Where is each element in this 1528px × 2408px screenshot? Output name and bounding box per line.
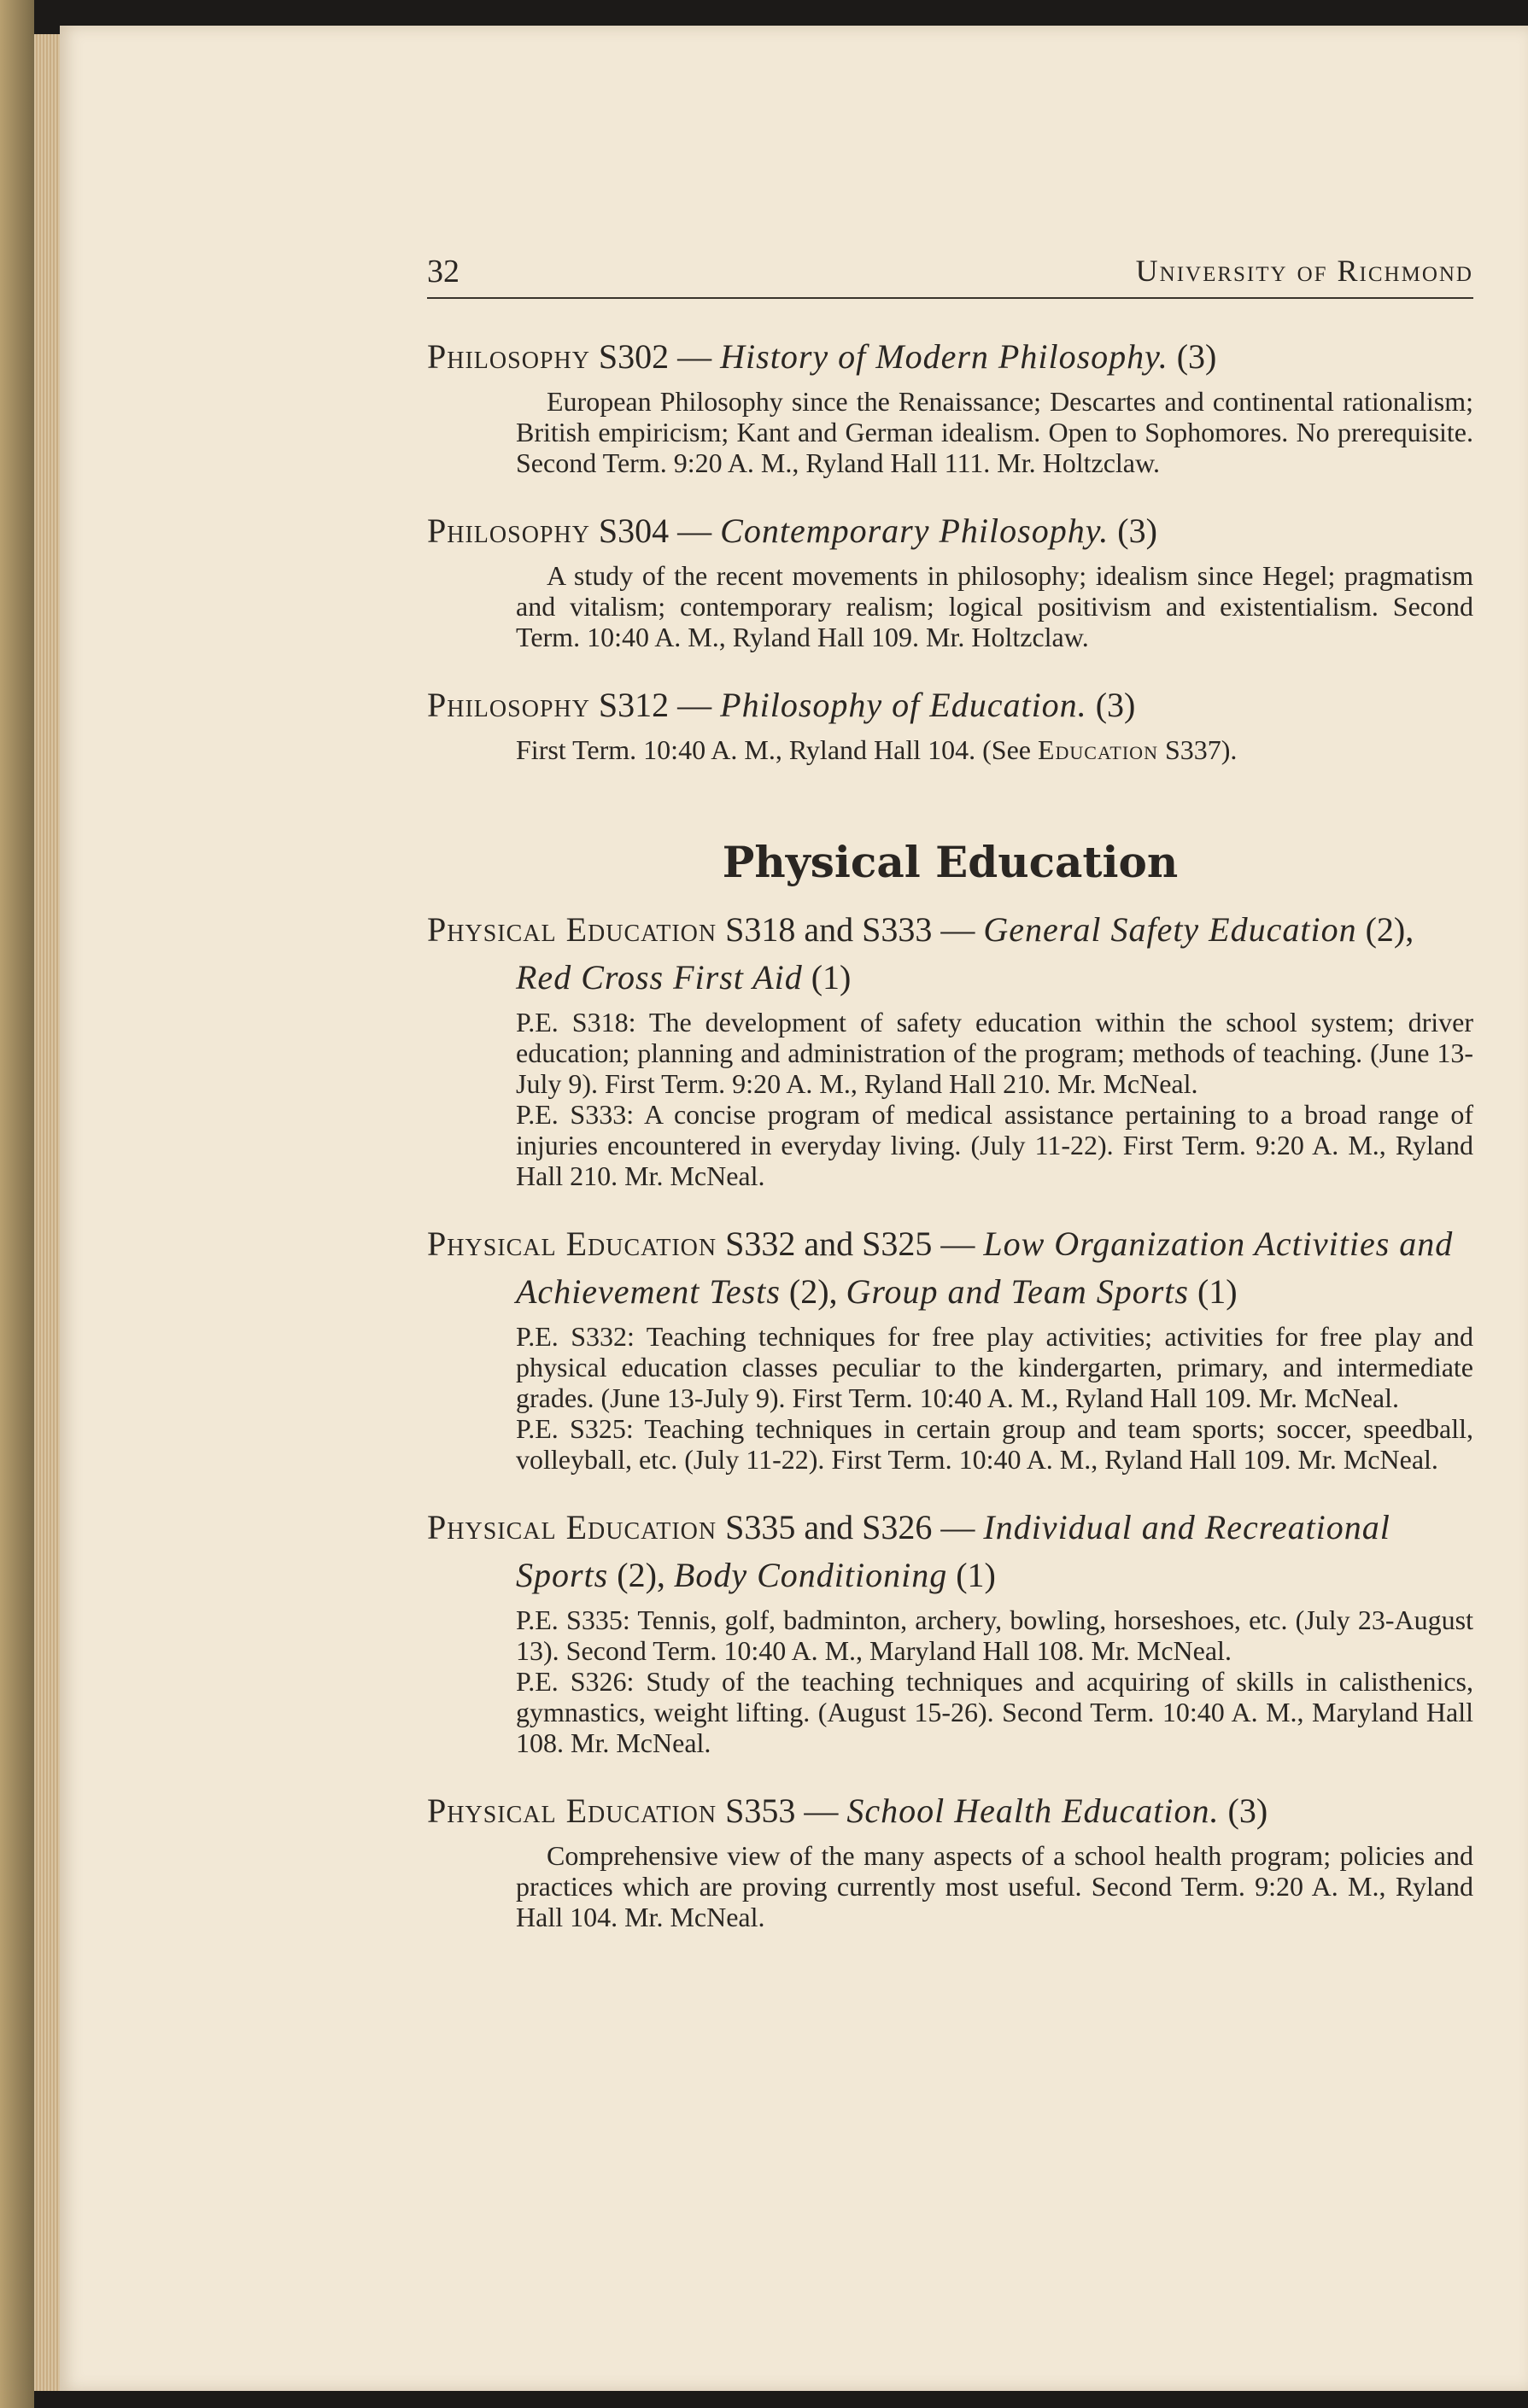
description-paragraph: P.E. S333: A concise program of medical assistance pertaining to a broad range of injuries encountered in everyday living. (July 11-22). First Term. 9:20 A. M., Ryland Hall 210. Mr. McNeal. [516, 1099, 1473, 1191]
course-title: School Health Education. [846, 1791, 1220, 1830]
description-paragraph: P.E. S335: Tennis, golf, badminton, archery, bowling, horseshoes, etc. (July 23-August 13). Second Term. 10:40 A. M., Maryland Hall 108. Mr. McNeal. [516, 1604, 1473, 1666]
description-paragraph: P.E. S326: Study of the teaching techniques and acquiring of skills in calisthenics, gymnastics, weight lifting. (August 15-26). Second Term. 10:40 A. M., Maryland Hall 108. Mr. McNeal. [516, 1666, 1473, 1758]
credits: (3) [1168, 337, 1217, 376]
course-entry-pe-s353 [427, 1787, 1473, 1932]
page-content [427, 333, 1473, 1961]
description-text: First Term. 10:40 A. M., Ryland Hall 104. (See [516, 734, 1038, 765]
dept-name: Philosophy [427, 511, 590, 550]
course-entry-phil-s302 [427, 333, 1473, 478]
course-title-2: Group and Team Sports [846, 1272, 1189, 1311]
dash: — [669, 337, 721, 376]
course-heading [427, 906, 1473, 1002]
course-code: S304 [598, 511, 670, 550]
course-heading [427, 1220, 1473, 1316]
dash: — [669, 511, 721, 550]
course-code: S312 [598, 686, 670, 724]
course-title: Low Organization Activities and Achievement Tests [516, 1224, 1454, 1311]
description-paragraph: European Philosophy since the Renaissance; Descartes and continental rationalism; British empiricism; Kant and German idealism. Open to Sophomores. No prerequisite. Second Term. 9:20 A. M., Ryland Hall 111. Mr. Holtzclaw. [516, 386, 1473, 478]
course-heading [427, 681, 1473, 729]
description-text-end: S337). [1157, 734, 1238, 765]
course-title: History of Modern Philosophy. [720, 337, 1168, 376]
course-title-2: Red Cross First Aid [516, 958, 803, 997]
description-paragraph [516, 734, 1473, 765]
description-paragraph: Comprehensive view of the many aspects of a school health program; policies and practices which are proving currently most useful. Second Term. 9:20 A. M., Ryland Hall 104. Mr. McNeal. [516, 1840, 1473, 1932]
book-spine [0, 0, 34, 2408]
course-description [427, 1604, 1473, 1758]
dash: — [932, 1224, 984, 1263]
course-heading [427, 1504, 1473, 1599]
page-number: 32 [427, 254, 460, 289]
cross-ref-dept: Education [1037, 734, 1158, 765]
course-heading [427, 1787, 1473, 1835]
section-title: Physical Education [722, 837, 1179, 887]
course-code: S335 and S326 [725, 1508, 933, 1546]
running-title: University of Richmond [1135, 254, 1473, 288]
course-title: Contemporary Philosophy. [720, 511, 1109, 550]
dept-name: Physical Education [427, 910, 717, 949]
credits-2: (1) [802, 958, 852, 997]
credits: (2), [1356, 910, 1414, 949]
course-entry-pe-s318-s333 [427, 906, 1473, 1191]
course-title: General Safety Education [983, 910, 1357, 949]
dept-name: Physical Education [427, 1508, 717, 1546]
course-entry-pe-s335-s326 [427, 1504, 1473, 1758]
dept-name: Physical Education [427, 1791, 717, 1830]
dept-name: Philosophy [427, 686, 590, 724]
course-code: S318 and S333 [725, 910, 933, 949]
course-title: Philosophy of Education. [720, 686, 1087, 724]
course-code: S353 [725, 1791, 796, 1830]
description-paragraph: P.E. S332: Teaching techniques for free play activities; activities for free play and physical education classes peculiar to the kindergarten, primary, and intermediate grades. (June 13-July 9). First Term. 10:40 A. M., Ryland Hall 109. Mr. McNeal. [516, 1321, 1473, 1413]
course-entry-phil-s304 [427, 507, 1473, 652]
course-description [427, 1007, 1473, 1191]
description-paragraph: P.E. S325: Teaching techniques in certain group and team sports; soccer, speedball, volleyball, etc. (July 11-22). First Term. 10:40 A. M., Ryland Hall 109. Mr. McNeal. [516, 1413, 1473, 1475]
course-description [427, 1840, 1473, 1932]
description-paragraph: A study of the recent movements in philosophy; idealism since Hegel; pragmatism and vitalism; contemporary realism; logical positivism and existentialism. Second Term. 10:40 A. M., Ryland Hall 109. Mr. Holtzclaw. [516, 560, 1473, 652]
course-description [427, 734, 1473, 765]
course-entry-pe-s332-s325 [427, 1220, 1473, 1475]
course-title: Individual and Recreational Sports [516, 1508, 1390, 1594]
course-description [427, 1321, 1473, 1475]
course-title-2: Body Conditioning [673, 1556, 948, 1594]
running-head [427, 246, 1473, 299]
credits: (2), [608, 1556, 674, 1594]
course-heading [427, 507, 1473, 555]
credits: (3) [1109, 511, 1157, 550]
course-heading [427, 333, 1473, 381]
page-edges [34, 34, 60, 2391]
description-paragraph: P.E. S318: The development of safety education within the school system; driver education; planning and administration of the program; methods of teaching. (June 13-July 9). First Term. 9:20 A. M., Ryland Hall 210. Mr. McNeal. [516, 1007, 1473, 1099]
credits: (3) [1219, 1791, 1268, 1830]
course-description [427, 560, 1473, 652]
course-entry-phil-s312 [427, 681, 1473, 765]
dept-name: Philosophy [427, 337, 590, 376]
course-code: S302 [598, 337, 670, 376]
course-description [427, 386, 1473, 478]
credits: (2), [780, 1272, 846, 1311]
dash: — [795, 1791, 847, 1830]
credits-2: (1) [947, 1556, 996, 1594]
dash: — [932, 1508, 984, 1546]
course-code: S332 and S325 [725, 1224, 933, 1263]
credits: (3) [1086, 686, 1136, 724]
dept-name: Physical Education [427, 1224, 717, 1263]
dash: — [932, 910, 984, 949]
credits-2: (1) [1188, 1272, 1238, 1311]
dash: — [669, 686, 721, 724]
